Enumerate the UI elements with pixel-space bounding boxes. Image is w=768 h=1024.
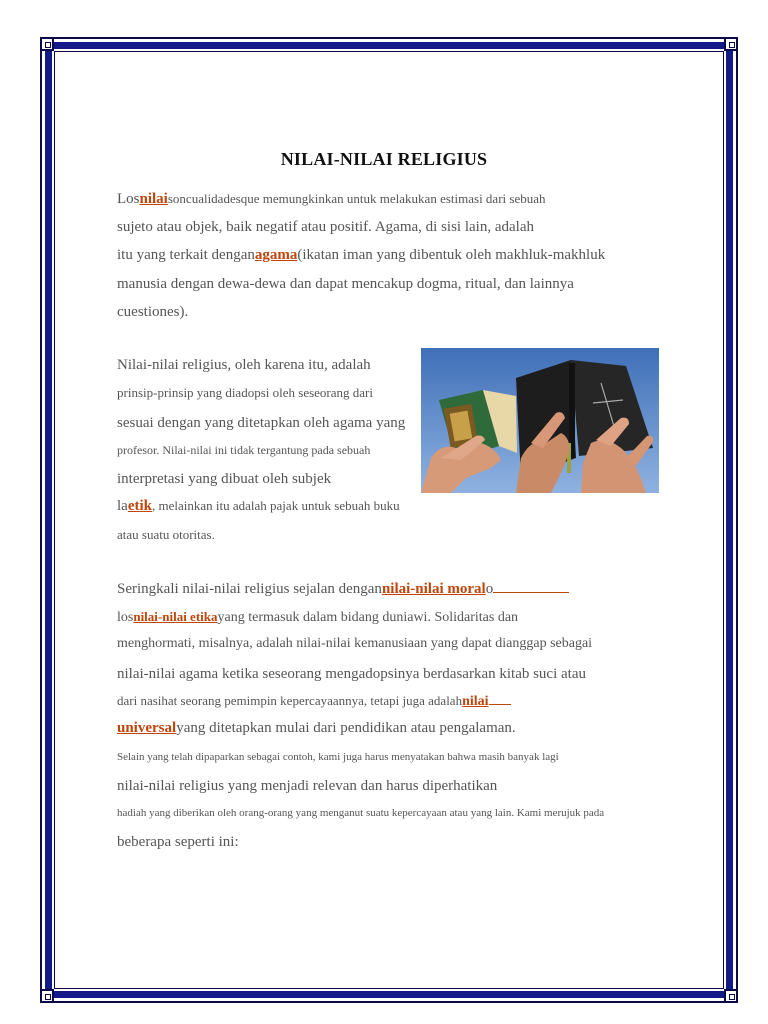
text-run: , melainkan itu adalah pajak untuk sebuah buku <box>152 498 400 513</box>
link-underline <box>489 703 511 705</box>
para3-line8: nilai-nilai religius yang menjadi relevan dan harus diperhatikan <box>117 778 498 794</box>
border-corner-ornament <box>724 989 738 1003</box>
text-run: los <box>117 610 134 625</box>
link-nilai-moral[interactable]: nilai-nilai moral <box>381 581 486 597</box>
para2-line6 <box>117 498 400 515</box>
para2-line5: interpretasi yang dibuat oleh subjek <box>117 471 332 487</box>
text-run: Seringkali nilai-nilai religius sejalan dengan <box>117 581 382 597</box>
para2-line1: Nilai-nilai religius, oleh karena itu, adalah <box>117 357 371 373</box>
link-nilai[interactable]: nilai <box>139 191 168 207</box>
text-run: yang termasuk dalam bidang duniawi. Solidaritas dan <box>217 610 519 625</box>
link-nilai-universal[interactable]: nilai <box>462 694 489 709</box>
para1-line1 <box>117 191 546 208</box>
text-run: la <box>117 498 128 514</box>
para3-line10: beberapa seperti ini: <box>117 834 239 850</box>
para2-line4: profesor. Nilai-nilai ini tidak tergantung pada sebuah <box>117 443 371 457</box>
border-corner-ornament <box>40 37 54 51</box>
text-run: (ikatan iman yang dibentuk oleh makhluk-makhluk <box>297 247 606 263</box>
para3-line7: Selain yang telah dipaparkan sebagai contoh, kami juga harus menyatakan bahwa masih banyak lagi <box>117 751 559 763</box>
border-corner-ornament <box>724 37 738 51</box>
text-run: dari nasihat seorang pemimpin kepercayaannya, tetapi juga adalah <box>117 693 463 708</box>
text-run: yang ditetapkan mulai dari pendidikan atau pengalaman. <box>176 720 516 736</box>
text-run: o <box>485 581 494 597</box>
para3-line6 <box>117 720 516 737</box>
para3-line5 <box>117 693 511 710</box>
para3-line2 <box>117 609 518 626</box>
border-corner-ornament <box>40 989 54 1003</box>
para1-line3 <box>117 247 605 264</box>
link-nilai-etika[interactable]: nilai-nilai etika <box>133 609 218 624</box>
link-etik[interactable]: etik <box>127 498 152 514</box>
para3-line9: hadiah yang diberikan oleh orang-orang yang menganut suatu kepercayaan atau yang lain. Kami merujuk pada <box>117 807 605 819</box>
link-agama[interactable]: agama <box>254 247 298 263</box>
para2-line2: prinsip-prinsip yang diadopsi oleh seseorang dari <box>117 385 373 400</box>
link-underline <box>493 591 569 593</box>
para2-line3: sesuai dengan yang ditetapkan oleh agama yang <box>117 415 406 431</box>
para2-line7: atau suatu otoritas. <box>117 527 215 542</box>
para1-line4: manusia dengan dewa-dewa dan dapat mencakup dogma, ritual, dan lainnya <box>117 276 574 292</box>
text-run: Los <box>117 191 140 207</box>
document-title: NILAI-NILAI RELIGIUS <box>280 149 488 169</box>
para3-line4: nilai-nilai agama ketika seseorang mengadopsinya berdasarkan kitab suci atau <box>117 666 586 682</box>
para3-line1 <box>117 581 569 598</box>
text-run: itu yang terkait dengan <box>117 247 255 263</box>
religious-books-photo <box>421 348 659 493</box>
link-universal[interactable]: universal <box>117 720 177 736</box>
para1-line5: cuestiones). <box>117 304 189 320</box>
text-run: soncualidadesque memungkinkan untuk melakukan estimasi dari sebuah <box>167 191 546 206</box>
para1-line2: sujeto atau objek, baik negatif atau positif. Agama, di sisi lain, adalah <box>117 219 534 235</box>
para3-line3: menghormati, misalnya, adalah nilai-nilai kemanusiaan yang dapat dianggap sebagai <box>117 636 593 651</box>
